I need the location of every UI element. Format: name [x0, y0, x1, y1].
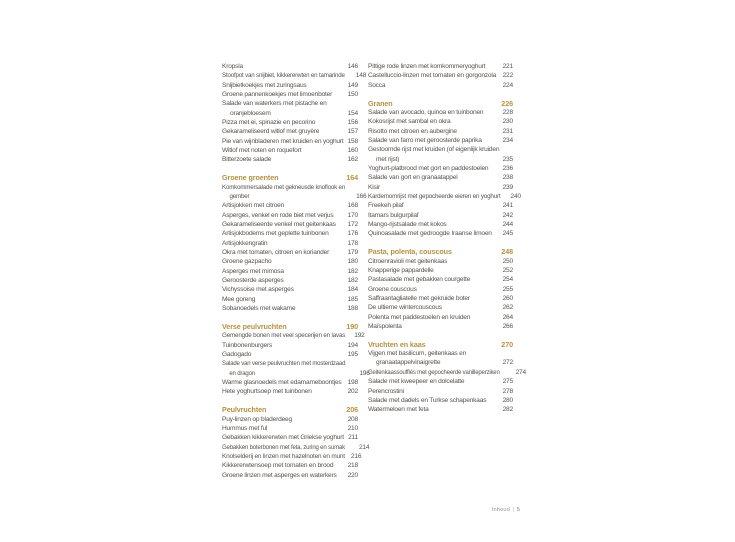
- section-page-number: 190: [346, 321, 358, 331]
- entry-title: Quinoasalade met gedroogde Iraanse limoen: [368, 230, 492, 238]
- entry-title: Gekarameliseerde venkel met geitenkaas: [222, 221, 336, 228]
- entry-title: Gekarameliseerd witlof met gruyère: [222, 128, 320, 136]
- toc-entry: [222, 285, 358, 294]
- entry-title: Salade met kweepeer en dolcelatte: [368, 378, 465, 386]
- toc-entry: [222, 424, 358, 433]
- toc-section: [222, 321, 370, 397]
- entry-title: Knolselderij en linzen met hazelnoten en munt: [222, 452, 345, 460]
- entry-page-number: 188: [347, 305, 358, 313]
- entry-page-number: 262: [502, 304, 513, 312]
- entry-page-number: 255: [502, 285, 513, 293]
- toc-section: [222, 173, 367, 313]
- entry-page-number: 216: [350, 452, 362, 460]
- entry-title: Artisjokbodems met geplette tuinbonen: [222, 230, 329, 238]
- entry-title: Stoofpot van snijbiet, kikkererwten en tamarinde: [222, 72, 345, 80]
- entry-page-number: 182: [347, 277, 358, 285]
- toc-entry: [222, 415, 358, 424]
- entry-page-number: 244: [502, 221, 513, 228]
- toc-entry: [368, 164, 513, 173]
- entry-title: Salade van avocado, quinoa en tuinbonen: [368, 108, 484, 116]
- entry-page-number: 148: [355, 72, 367, 80]
- section-page-number: 164: [346, 173, 358, 183]
- entry-title: Gestoomde rijst met kruiden (of eigenlijk kruiden met rijst): [368, 146, 500, 163]
- entry-title: Asperges, venkel en rode biet met verjus: [222, 211, 334, 219]
- entry-title: Snijbietkoekjes met zuringsaus: [222, 81, 307, 89]
- section-title: Granen: [368, 98, 393, 108]
- toc-entry: [222, 331, 365, 340]
- footer-page-number: 5: [516, 507, 520, 513]
- section-header: [222, 322, 358, 331]
- toc-entry: [222, 201, 358, 210]
- entry-page-number: 274: [515, 368, 526, 376]
- toc-entry: [368, 173, 513, 182]
- toc-entry: [368, 145, 513, 164]
- table-of-contents: [222, 62, 526, 480]
- entry-title: Gebakken boterbonen met feta, zuring en sumak: [222, 443, 345, 451]
- entry-page-number: 158: [347, 137, 358, 145]
- toc-entry: [368, 285, 513, 294]
- entry-title-wrap-line: gember: [229, 192, 250, 200]
- toc-entry: [222, 81, 358, 90]
- toc-entry: [222, 62, 358, 71]
- entry-page-number: 196: [359, 369, 370, 377]
- toc-section: [222, 62, 367, 165]
- toc-entry: [222, 127, 358, 136]
- toc-entry: [222, 239, 358, 248]
- entry-title: Bitterzoete salade: [222, 156, 272, 164]
- toc-entry: [368, 81, 513, 90]
- entry-page-number: 241: [502, 202, 513, 210]
- entry-page-number: 179: [347, 249, 358, 257]
- toc-entry: [368, 192, 521, 201]
- entry-title: Hummus met ful: [222, 424, 268, 432]
- entry-title-wrap-line: granaatappelvinaigrette: [376, 359, 441, 367]
- toc-entry: [222, 433, 358, 442]
- toc-entry: [222, 304, 358, 313]
- entry-title: De ultieme wintercouscous: [368, 304, 442, 312]
- entry-title: Artisjokkengratin: [222, 239, 268, 247]
- entry-title: Perencrostini: [368, 387, 404, 395]
- toc-entry: [368, 387, 513, 396]
- entry-page-number: 170: [347, 211, 358, 219]
- entry-title: Gemengde bonen met veel specerijen en lavas: [222, 332, 346, 340]
- entry-page-number: 224: [502, 81, 513, 89]
- toc-entry: [222, 276, 358, 285]
- entry-title: Kikkererwtensoep met tomaten en brood: [222, 462, 334, 470]
- entry-title: Puy-linzen op bladerdeeg: [222, 415, 292, 423]
- toc-entry: [368, 183, 513, 192]
- entry-title: Pastasalade met gebakken courgette: [368, 276, 471, 284]
- toc-section: [368, 98, 521, 239]
- entry-title: Groene linzen met asperges en waterkers: [222, 471, 337, 479]
- entry-page-number: 208: [347, 415, 358, 423]
- toc-entry: [368, 71, 513, 80]
- entry-title: Kropsla: [222, 63, 243, 70]
- toc-entry: [368, 62, 513, 71]
- entry-title: Salade van farro met geroosterde paprika: [368, 136, 482, 144]
- entry-page-number: 172: [347, 221, 358, 228]
- toc-entry: [222, 295, 358, 304]
- entry-title: Witlof met noten en roquefort: [222, 147, 302, 155]
- entry-page-number: 178: [347, 239, 358, 247]
- toc-entry: [368, 127, 513, 136]
- toc-entry: [222, 461, 358, 470]
- toc-entry: [222, 146, 358, 155]
- entry-title: Itamars bulgurpilaf: [368, 211, 419, 219]
- toc-entry: [222, 229, 358, 238]
- entry-title: Pie van wijnbladeren met kruiden en yoghurt: [222, 137, 344, 145]
- toc-entry: [368, 396, 513, 405]
- entry-page-number: 156: [347, 119, 358, 127]
- toc-entry: [222, 71, 367, 80]
- entry-page-number: 154: [347, 109, 358, 117]
- toc-entry: [222, 118, 358, 127]
- toc-entry: [222, 257, 358, 266]
- toc-entry: [368, 377, 513, 386]
- entry-page-number: 222: [502, 72, 513, 80]
- entry-page-number: 184: [347, 286, 358, 294]
- toc-entry: [222, 99, 358, 118]
- entry-title: Sobanoedels met wakame: [222, 305, 296, 313]
- entry-title: Freekeh pilaf: [368, 202, 404, 210]
- entry-page-number: 218: [347, 462, 358, 470]
- entry-page-number: 228: [502, 108, 513, 116]
- toc-entry: [368, 266, 513, 275]
- entry-page-number: 266: [502, 322, 513, 330]
- section-page-number: 270: [501, 339, 513, 349]
- toc-entry: [222, 387, 358, 396]
- toc-entry: [368, 322, 513, 331]
- entry-title: Vichyssoise met asperges: [222, 286, 294, 294]
- entry-title: Salade van gort en granaatappel: [368, 174, 458, 182]
- entry-title: Socca: [368, 81, 386, 89]
- toc-entry: [222, 183, 367, 202]
- section-page-number: 226: [501, 98, 513, 108]
- entry-page-number: 162: [347, 156, 358, 164]
- entry-page-number: 264: [502, 313, 513, 321]
- toc-entry: [222, 471, 358, 480]
- entry-page-number: 230: [502, 118, 513, 126]
- toc-entry: [368, 368, 526, 377]
- toc-column-right: [368, 62, 526, 480]
- entry-title: Salade van verse peulvruchten met mosterdzaad en dragon: [222, 360, 346, 377]
- page-footer: [430, 507, 520, 513]
- entry-page-number: 260: [502, 294, 513, 302]
- entry-page-number: 231: [502, 127, 513, 135]
- toc-entry: [368, 275, 513, 284]
- entry-title: Pizza met ei, spinazie en pecorino: [222, 119, 316, 127]
- entry-page-number: 275: [502, 378, 513, 386]
- entry-title: Groene pannenkoekjes met limoenboter: [222, 91, 333, 99]
- entry-title: Tuinbonenburgers: [222, 341, 273, 349]
- entry-title: Vijgen met basilicum, geitenkaas en granaatappelvinaigrette: [368, 350, 467, 367]
- section-header: [222, 173, 358, 182]
- entry-page-number: 198: [347, 379, 358, 386]
- entry-page-number: 150: [347, 91, 358, 99]
- toc-entry: [222, 211, 358, 220]
- toc-entry: [368, 108, 513, 117]
- footer-separator: |: [512, 507, 515, 513]
- entry-page-number: 280: [502, 396, 513, 404]
- entry-title: Watermeloen met feta: [368, 406, 429, 414]
- entry-page-number: 202: [347, 388, 358, 396]
- entry-page-number: 278: [502, 387, 513, 395]
- section-page-number: 206: [346, 405, 358, 415]
- entry-page-number: 250: [502, 257, 513, 265]
- entry-page-number: 245: [502, 230, 513, 238]
- toc-entry: [368, 313, 513, 322]
- entry-page-number: 252: [502, 266, 513, 274]
- entry-page-number: 282: [502, 406, 513, 414]
- toc-column-left: [222, 62, 370, 480]
- section-title: Vruchten en kaas: [368, 339, 426, 349]
- entry-page-number: 192: [354, 332, 365, 340]
- entry-page-number: 146: [347, 63, 358, 70]
- entry-title: Kardemomrijst met gepocheerde eieren en yoghurt: [368, 192, 501, 200]
- toc-entry: [222, 452, 362, 461]
- entry-title: Yoghurt-platbrood met gort en paddestoelen: [368, 164, 489, 172]
- entry-title-wrap-line: met rijst): [376, 155, 400, 163]
- entry-title: Kokosrijst met sambal en okra: [368, 118, 451, 126]
- entry-title-wrap-line: en dragon: [229, 369, 255, 377]
- toc-entry: [222, 137, 358, 146]
- toc-entry: [368, 294, 513, 303]
- entry-title: Geitenkaassoufflés met gepocheerde vanilleperziken: [368, 368, 500, 376]
- toc-entry: [368, 136, 513, 145]
- entry-page-number: 194: [347, 341, 358, 349]
- entry-title: Maïspolenta: [368, 322, 402, 330]
- toc-entry: [222, 155, 358, 164]
- entry-title: Groene gazpacho: [222, 258, 272, 266]
- entry-page-number: 168: [347, 202, 358, 210]
- entry-page-number: 238: [502, 174, 513, 182]
- footer-section-label: Inhoud: [491, 507, 511, 513]
- entry-page-number: 236: [502, 164, 513, 172]
- entry-page-number: 160: [347, 147, 358, 155]
- entry-title: Salade van waterkers met pistache en oranjebloesem: [222, 100, 327, 117]
- toc-entry: [368, 405, 513, 414]
- entry-title: Risotto met citroen en aubergine: [368, 127, 457, 135]
- toc-section: [368, 339, 526, 415]
- entry-title-wrap-line: oranjebloesem: [230, 109, 271, 117]
- section-title: Verse peulvruchten: [222, 321, 287, 331]
- toc-entry: [368, 229, 513, 238]
- entry-title: Kisir: [368, 183, 380, 191]
- toc-entry: [222, 341, 358, 350]
- entry-title: Pittige rode linzen met komkommeryoghurt: [368, 63, 486, 70]
- entry-page-number: 254: [502, 276, 513, 284]
- toc-entry: [368, 303, 513, 312]
- entry-title: Artisjokken met citroen: [222, 202, 285, 210]
- toc-entry: [222, 248, 358, 257]
- toc-entry: [222, 90, 358, 99]
- section-header: [222, 405, 358, 414]
- section-header: [368, 340, 513, 349]
- entry-title: Komkommersalade met gekneusde knoflook en gember: [222, 183, 346, 200]
- entry-title: Warme glasnoedels met edamameboontjes: [222, 379, 342, 386]
- toc-entry: [222, 350, 358, 359]
- section-header: [368, 247, 513, 256]
- entry-page-number: 185: [347, 295, 358, 303]
- toc-entry: [368, 349, 513, 368]
- entry-page-number: 220: [347, 471, 358, 479]
- entry-page-number: 210: [347, 424, 358, 432]
- toc-entry: [222, 378, 358, 387]
- entry-page-number: 180: [347, 258, 358, 266]
- toc-entry: [368, 257, 513, 266]
- entry-title: Polenta met paddestoelen en kruiden: [368, 313, 471, 321]
- entry-title: Mango-rijstsalade met kokos: [368, 221, 447, 228]
- entry-title: Hete yoghurtsoep met tuinbonen: [222, 388, 312, 396]
- entry-page-number: 235: [502, 155, 513, 163]
- section-title: Peulvruchten: [222, 405, 267, 415]
- toc-entry: [368, 117, 513, 126]
- entry-page-number: 272: [502, 359, 513, 367]
- entry-page-number: 242: [502, 211, 513, 219]
- toc-entry: [222, 359, 370, 378]
- entry-title: Citroenravioli met geitenkaas: [368, 257, 448, 265]
- entry-title: Mee goreng: [222, 295, 256, 303]
- entry-page-number: 182: [347, 267, 358, 275]
- section-title: Pasta, polenta, couscous: [368, 247, 452, 257]
- entry-title: Okra met tomaten, citroen en koriander: [222, 249, 330, 257]
- entry-title: Castelluccio-linzen met tomaten en gorgonzola: [368, 72, 497, 80]
- toc-entry: [222, 267, 358, 276]
- toc-entry: [368, 220, 513, 229]
- toc-section: [222, 405, 370, 480]
- entry-title: Gebakken kikkererwten met Griekse yoghurt: [222, 434, 344, 442]
- entry-title: Saffraantagliatelle met gekruide boter: [368, 294, 470, 302]
- entry-title: Asperges met mimosa: [222, 267, 284, 275]
- toc-entry: [368, 211, 513, 220]
- toc-section: [368, 247, 513, 331]
- section-header: [368, 99, 513, 108]
- entry-page-number: 239: [502, 183, 513, 191]
- section-page-number: 248: [501, 247, 513, 257]
- entry-page-number: 214: [358, 443, 370, 451]
- entry-page-number: 211: [348, 434, 358, 442]
- entry-title: Knapperige pappardelle: [368, 266, 434, 274]
- entry-title: Geroosterde asperges: [222, 277, 284, 285]
- entry-page-number: 234: [502, 136, 513, 144]
- toc-entry: [222, 443, 370, 452]
- entry-title: Salade met dadels en Turkse schapenkaas: [368, 396, 487, 404]
- entry-page-number: 221: [502, 63, 513, 70]
- entry-page-number: 176: [347, 230, 358, 238]
- entry-page-number: 149: [347, 81, 358, 89]
- toc-entry: [222, 220, 358, 229]
- entry-page-number: 240: [510, 192, 521, 200]
- entry-page-number: 166: [356, 192, 367, 200]
- entry-title: Groene couscous: [368, 285, 417, 293]
- section-title: Groene groenten: [222, 173, 279, 183]
- toc-section: [368, 62, 513, 90]
- toc-entry: [368, 201, 513, 210]
- entry-page-number: 195: [347, 350, 358, 358]
- entry-title: Gadogado: [222, 350, 252, 358]
- entry-page-number: 157: [347, 128, 358, 136]
